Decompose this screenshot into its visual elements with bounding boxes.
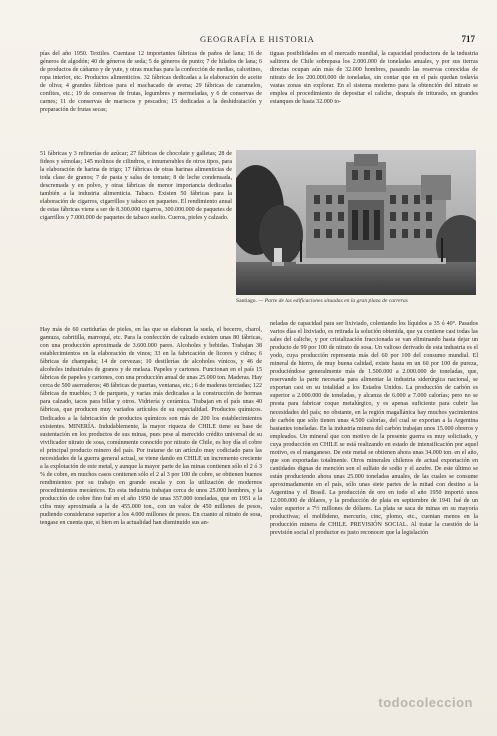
column-left-bottom bbox=[40, 326, 262, 681]
running-head: GEOGRAFÍA E HISTORIA bbox=[200, 34, 315, 44]
column-right-bottom bbox=[270, 320, 478, 681]
photograph-santiago-building bbox=[236, 150, 476, 295]
paragraph-right-bottom: neladas de capacidad para ser lixiviado, colentando los líquidos a 35 ó 40°. Pasados varios días el lixiviado, es retirada la solución obtenida, que ya contiene casi todas las sales del caliche, y por cristalización fraccionada se van eliminando hasta dejar un producto de 99 por 100 de nitrato de sosa. Un valioso derivado de esta industria es el yodo, cuya producción representa más del 60 por 100 del consumo mundial. El mineral de hierro, de muy buena calidad, existe hasta en un 60 por 100 de pureza, produciéndose generalmente más de 1.500.000 a 2.000.000 de toneladas, que, reservando la parte necesaria para alimentar la industria siderúrgica nacional, se exportan casi en su totalidad a los Estados Unidos. La producción de carbón es superior a 2.000.000 de toneladas, y alcanza de 6.000 a 7.000 calorías; pero no se presta para fabricar coque metalúrgico, y es apenas suficiente para cubrir las necesidades del país; no obstante, en la región magallánica hay muchos yacimientos de carbón que sólo tienen unas 4.500 calorías, del cual se exportan a la Argentina bastantes toneladas. En la industria minera del carbón trabajan unos 15.000 obreros y empleados. Un mineral que con motivo de la presente guerra es muy solicitado, y cuya producción en CHILE se está realizando en estado de intensificación por aquel motivo, es el manganeso. De este metal se obtienen ahora unas 34.000 ton. en el año, que son exportadas totalmente. Otros minerales chilenos de actual exportación en cantidades dignas de mención son el sulfato de sodio y el azufre. De este último se están produciendo ahora unas 25.000 toneladas anuales, de las cuales se consume aproximadamente en el país, sólo unas siete partes de la mitad con destino a la Argentina y el Brasil. La producción de oro en todo el año 1950 importó unos 12.000.000 de dólares, y la producción de plata en septiembre de 1941 fué de un valor superior a 7½ millones de dólares. La plata se saca de minas en su mayoría productivas; el molibdeno, mercurio, cinc, plomo, etc., cuentan menos en la producción minera de CHILE. PREVISIÓN SOCIAL. Al tratar la cuestión de la previsión social el productor es justo reconocer que la legislación bbox=[270, 321, 478, 537]
column-right-top bbox=[270, 50, 478, 148]
photo-illustration bbox=[236, 150, 476, 295]
paragraph-left-bottom: Hay más de 60 curtidurías de pieles, en las que se elaboran la suela, el becerro, charol, gamuza, cabritilla, marroquí, etc. Para la confección de calzado existen unas 80 fábricas, con una producción aproximada de 3.600.000 pares. Alcoholes y bebidas. Trabajan 38 establecimientos en la elaboración de vinos; 33 en la fabricación de licores y cidras; 6 fábricas de champaña; 14 de cervezas; 10 destilerías de alcoholes vínicos, y 46 de alcoholes industriales de granos y de melaza. Papeles y cartones. Funcionan en el país 15 fábricas de papeles y cartones, con una producción anual de unas 25.000 ton. Maderas. Hay cerca de 500 aserraderos; 48 fábricas de puertas, ventanas, etc.; 6 de maderas terciadas; 122 fábricas de muebles; 3 de parquets, y varias más dedicadas a la construcción de hormas para calzado, tacos para billar y otros. Vidriería y cerámica. Trabajan en el país unas 40 fábricas, que producen muy variados artículos de su especialidad. Productos químicos. Dedicados a la fabricación de productos químicos son más de 200 los establecimientos existentes. MINERÍA. Indudablemente, la mayor riqueza de CHILE tiene su base de sustentación en los productos de sus minas, pues pese al merecido crédito universal de su vivificador nitrato de sosa, comúnmente conocido por nitrato de Chile, es hoy día el cobre el principal producto minero del país. Por tratarse de un artículo muy codiciado para las necesidades de la guerra general actual, se viene dando en CHILE un incremento creciente a la explotación de este metal, y aunque la mayor parte de las minas contienen sólo el 2 ó 3 % de cobre, en muchos casos contienen sólo el 2 al 3 por 100 de cobre, se obtienen buenos rendimientos por su trabajo en grande escala y con la utilización de modernos procedimientos mecánicos. En esta industria trabajan cerca de unos 25.000 hombres, y la producción de cobre fino fué en el año 1950 de unas 357.000 toneladas, que en 1951 a la cifra muy aproximada a la de 455.000 ton., con un valor de 450 millones de pesos, pudiendo considerarse superior a los 4.000 millones de pesos. En cuanto al nitrato de sosa, tengase en cuenta que, si bien en la actualidad han disminuido sus an- bbox=[40, 327, 262, 527]
page-number: 717 bbox=[461, 34, 475, 44]
column-left-top bbox=[40, 50, 262, 150]
caption-place: Santiago. bbox=[236, 298, 257, 304]
paragraph-left-top: pías del año 1950. Textiles. Cuentase 12 importantes fábricas de paños de lana; 16 de géneros de algodón; 40 de géneros de seda; 5 de géneros de punto; 7 de hilados de lana; 6 de productos de cáñamo y de yute, y otras muchas para la confección de medias, calcetines, ropa interior, etc. Productos alimenticios. 32 fábricas dedicadas a la elaboración de aceite de oliva; 4 grandes fábricas para el machacado de avena; 29 fábricas de caramelos, confites, etc.; 19 de conservas de frutas, legumbres y mermeladas, y 6 de conservas de carnes; 11 de conservas de mariscos y pescados; 15 dedicadas a la deshidratación y preparación de frutas secas; bbox=[40, 51, 262, 114]
paragraph-left-middle: 51 fábricas y 3 refinerías de azúcar; 27 fábricas de chocolate y galletas; 28 de fideos y sémolas; 145 molinos de cilindros, e innumerables de otros tipos, para la elaboración de harina de trigo; 17 fábricas de otras harinas alimenticias de toda clase de granos; 7 de pasta y salsa de tomate; 8 de leche condensada, descremada y en polvo, y otras fábricas de menor importancia dedicadas también a la industria alimenticia. Tabaco. Existen 50 fábricas para la elaboración de cigarros, cigarrillos y tabaco en paquetes. El rendimiento anual de estas fábricas viene a ser de 8.300.000 cigarros, 300.000.000 de paquetes de cigarrillos y 7.000.000 de paquetes de tabaco suelto. Cueros, pieles y calzado. bbox=[40, 151, 232, 222]
paragraph-right-top: tiguas posibilidades en el mercado mundial, la capacidad productora de la industria salitrera de Chile sobrepasa los 2.000.000 de toneladas anuales, y por sus tierras directas ocupan aún más de 32.000 hombres, pasando las reservas conocidas de nitrato de los 200.000.000 de toneladas, sin contar que en el país quedan todavía vastas zonas sin explorar. En el sistema moderno para la obtención del nitrato se emplea el procedimiento de depositar el caliche, después de triturado, en grandes estanques de hasta 32.000 to- bbox=[270, 51, 478, 106]
page-header bbox=[40, 34, 475, 48]
caption-text: — Parte de las edificaciones situadas en la gran plaza de carreras bbox=[258, 298, 408, 304]
watermark-logo: todocoleccion bbox=[378, 695, 473, 710]
column-left-middle bbox=[40, 150, 232, 326]
photo-caption bbox=[236, 298, 478, 305]
